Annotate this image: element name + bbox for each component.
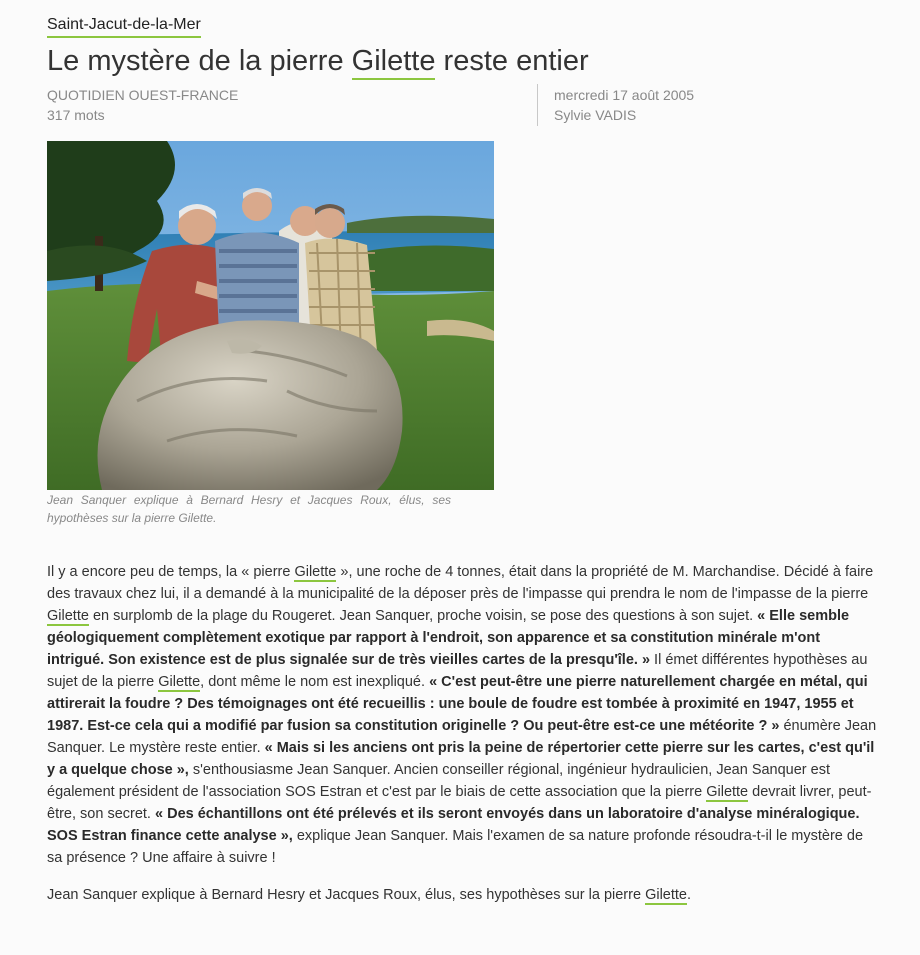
body-text: énumère Jean Sanquer. Le mystère reste entier.	[47, 718, 877, 756]
headline-text-start: Le mystère de la pierre	[47, 45, 352, 77]
body-text: explique Jean Sanquer. Mais l'examen de sa nature profonde résoudra-t-il le mystère de sa présence ? Une affaire à suivre !	[47, 828, 864, 866]
body-text: Il émet différentes hypothèses au sujet de la pierre	[47, 652, 868, 690]
quote: « C'est peut-être une pierre naturellement chargée en métal, qui attirerait la foudre ? Des témoignages ont été recueillis : une boule de foudre est tombée à proximité en 1947, 1955 et 1987. Est-ce cela qui a modifié par fusion sa constitution originelle ? Ou peut-être est-ce une météorite ? »	[47, 674, 868, 734]
keyword-highlight: Gilette	[706, 784, 749, 800]
word-count: 317 mots	[47, 107, 105, 123]
body-text: .	[686, 887, 692, 903]
headline-text-end: reste entier	[435, 45, 589, 77]
keyword-highlight: Gilette	[158, 674, 201, 690]
source-name: QUOTIDIEN OUEST-FRANCE	[47, 87, 239, 103]
body-text: », une roche de 4 tonnes, était dans la propriété de M. Marchandise. Décidé à faire des travaux chez lui, il a demandé à la municipalité de la déposer près de l'impasse qui prendra le nom de l'impasse de la pierre	[47, 564, 874, 602]
quote: « Des échantillons ont été prélevés et ils seront envoyés dans un laboratoire d'analyse minéralogique. SOS Estran finance cette analyse »,	[47, 806, 860, 844]
body-text: en surplomb de la plage du Rougeret. Jean Sanquer, proche voisin, se pose des questions à son sujet.	[88, 608, 758, 624]
keyword-highlight: Gilette	[645, 887, 687, 903]
publication-date: mercredi 17 août 2005	[554, 87, 695, 103]
body-text: Il y a encore peu de temps, la « pierre	[47, 564, 295, 580]
section-tag[interactable]: Saint-Jacut-de-la-Mer	[47, 15, 201, 38]
keyword-highlight: Gilette	[47, 608, 89, 624]
body-text: s'enthousiasme Jean Sanquer. Ancien conseiller régional, ingénieur hydraulicien, Jean Sanquer est également président de l'association SOS Estran et c'est par le biais de cette association que la pierre	[47, 762, 831, 800]
photo-caption: Jean Sanquer explique à Bernard Hesry et Jacques Roux, élus, ses hypothèses sur la pierre Gilette.	[47, 493, 451, 525]
body-text: , dont même le nom est inexpliqué.	[200, 674, 430, 690]
article-meta-source	[47, 85, 238, 125]
closing-caption	[47, 884, 877, 906]
headline-keyword-highlight: Gilette	[352, 45, 436, 80]
meta-divider	[537, 84, 538, 126]
article-photo	[47, 141, 494, 490]
article-body	[47, 561, 877, 869]
article-headline	[47, 42, 589, 80]
quote: « Mais si les anciens ont pris la peine de répertorier cette pierre sur les cartes, c'est qu'il y a quelque chose »,	[47, 740, 875, 778]
keyword-highlight: Gilette	[294, 564, 337, 580]
author-name: Sylvie VADIS	[554, 107, 637, 123]
body-text: Jean Sanquer explique à Bernard Hesry et Jacques Roux, élus, ses hypothèses sur la pierre	[47, 887, 646, 903]
body-text: devrait livrer, peut-être, son secret.	[47, 784, 872, 822]
quote: « Elle semble géologiquement complètement exotique par rapport à l'endroit, son apparence et sa constitution minérale m'ont intrigué. Son existence est de plus signalée sur de très vieilles cartes de la presqu'île. »	[47, 608, 850, 668]
article-meta-date-author	[554, 85, 694, 125]
